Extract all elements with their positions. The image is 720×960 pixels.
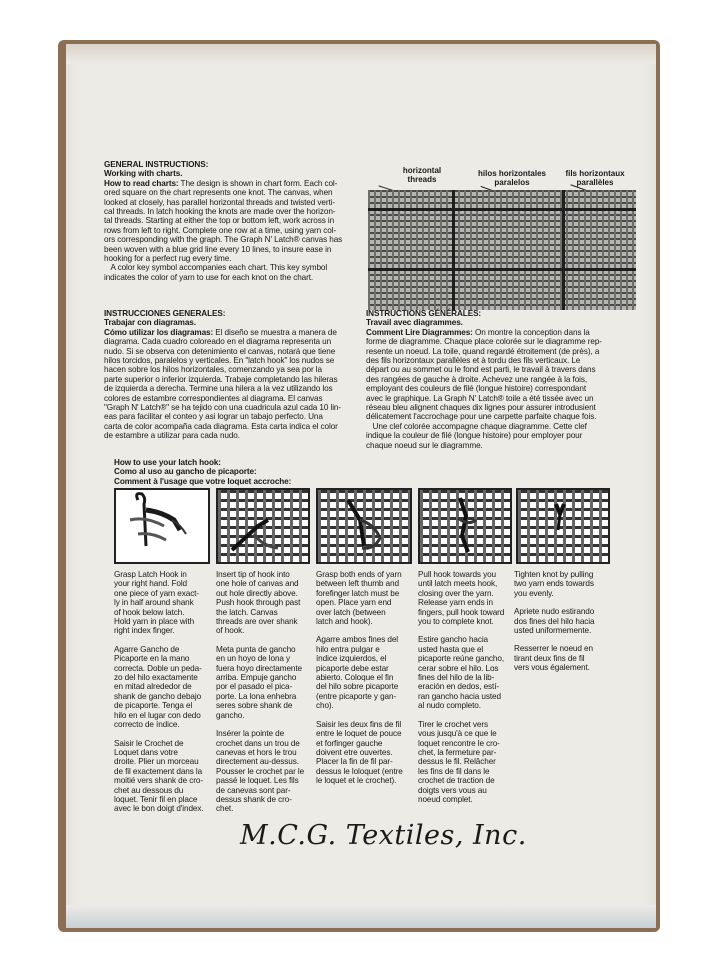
french-line: délicatement l'accrochage pour une carpette parfaite chaque fois. — [366, 412, 597, 422]
step-text-en: Grasp both ends of yarn between left thumb and forefinger latch must be open. Place yarn end over latch (between latch and hook). — [316, 570, 402, 627]
step-text-en: Tighten knot by pulling two yarn ends towards you evenly. — [514, 570, 594, 598]
spanish-line: parte superior o inferior izquierda. Trabaje completando las hileras — [104, 374, 338, 384]
step-2-text — [216, 570, 314, 814]
spanish-line: nudo. Si se observa con detenimiento el canvas, notará que tiene — [104, 346, 336, 356]
general-line: rows from left to right. Complete one row at a time, using yarn col- — [104, 225, 337, 235]
spanish-line: hilos torcidos, paralelos y verticales. En "latch hook" los nudos se — [104, 356, 335, 366]
spanish-line: de izquierda a derecha. Termine una hilera a la vez utilizando los — [104, 384, 333, 394]
spanish-subheading: Trabajar con diagramas. — [104, 318, 196, 328]
general-instructions — [104, 160, 374, 282]
general-heading: GENERAL INSTRUCTIONS: — [104, 160, 209, 169]
step-4-illustration — [418, 488, 512, 564]
general-subheading: Working with charts. — [104, 169, 183, 179]
box-bottom-fold — [66, 905, 656, 928]
general-line: looked at closely, has parallel horizontal threads and twisted verti- — [104, 197, 335, 207]
french-line: départ ou au sommet ou le fond est parti, le travail à travers dans — [366, 365, 596, 375]
spanish-heading: INSTRUCCIONES GENERALES: — [104, 309, 226, 318]
step-text-fr: Tirer le crochet vers vous jusqu'à ce que le loquet rencontre le cro- chet, la fermeture par- dessus le fil. Relâcher les fins de fil dans le crochet de traction de doigts vers vous au noeud complet. — [418, 719, 500, 804]
general-line: indicates the color of yarn to use for each knot on the chart. — [104, 272, 314, 282]
spanish-body — [104, 328, 374, 441]
spanish-line: carta de color acompaña cada diagrama. Esta carta indica el color — [104, 421, 338, 431]
spanish-line: Cómo utilizar los diagramas: El diseño se muestra a manera de — [104, 327, 337, 337]
general-body — [104, 179, 374, 282]
step-text-es: Agarre ambos fines del hilo entra pulgar e índice izquierdos, el picaporte debe estar abierto. Coloque el fin del hilo sobre picaporte (entre picaporte y gan- cho). — [316, 635, 399, 711]
label-threads-fr: fils horizontaux parallèles — [565, 169, 625, 187]
french-body — [366, 328, 646, 450]
step-5-illustration — [516, 488, 610, 564]
french-subheading: Travail avec diagrammes. — [366, 318, 463, 328]
step-text-fr: Saisir le Crochet de Loquet dans votre droite. Plier un morceau de fil exactement dans la moitié vers shank de cro- chet au dessous du loquet. Tenir fil en place avec le bon doigt d'index. — [114, 738, 204, 814]
step-2-illustration — [216, 488, 310, 564]
general-line: cal threads. In latch hooking the knots are made over the horizon- — [104, 207, 336, 217]
french-line: resente un noeud. La toile, quand regardé étroitement (de près), a — [366, 346, 600, 356]
spanish-instructions — [104, 309, 374, 441]
canvas-threads-photo — [368, 190, 636, 310]
step-5-text — [514, 570, 614, 673]
french-line: Comment Lire Diagrammes: On montre la conception dans la — [366, 327, 590, 337]
step-3-text — [316, 570, 416, 786]
box-top-fold — [66, 44, 656, 64]
step-text-en: Insert tip of hook into one hole of canvas and out hole directly above. Push hook through past the latch. Canvas threads are over shank of hook. — [216, 570, 301, 636]
step-text-en: Grasp Latch Hook in your right hand. Fold one piece of yarn exact- ly in half around shank of hook below latch. Hold yarn in place with right index finger. — [114, 570, 199, 636]
french-line: Une clef colorée accompagne chaque diagramme. Cette clef — [366, 421, 587, 431]
spanish-line: de estambre a utilizar para cada nudo. — [104, 431, 240, 441]
step-text-es: Meta punta de gancho en un hoyo de lona y fuera hoyo directamente arriba. Empuje gancho por el pasado el pica- porte. La lona enhebra seres sobre shank de gancho. — [216, 644, 302, 720]
step-text-es: Agarre Gancho de Picaporte en la mano correcta. Doble un peda- zo del hilo exactamente en mitad alrededor de shank de gancho debajo de picaporte. Tenga el hilo en el lugar con dedo correcto de índice. — [114, 644, 202, 730]
step-4-text — [418, 570, 516, 804]
french-line: forme de diagramme. Chaque place colorée sur le diagramme rep- — [366, 337, 602, 347]
french-line: chaque noeud sur le diagramme. — [366, 440, 483, 450]
step-text-en: Pull hook towards you until latch meets hook, closing over the yarn. Release yarn ends in fingers, pull hook toward you to complete knot. — [418, 570, 505, 627]
general-line: hooking for a perfect rug every time. — [104, 254, 232, 264]
general-line: A color key symbol accompanies each chart. This key symbol — [104, 263, 328, 273]
general-line: been woven with a blue grid line every 10 lines, to insure ease in — [104, 244, 332, 254]
label-threads-es: hilos horizontales paralelos — [477, 169, 546, 187]
spanish-line: hacen sobre los hilos horizontales, comenzando ya sea por la — [104, 365, 322, 375]
french-heading: INSTRUCTIONS GÉNÉRALES: — [366, 309, 482, 318]
french-instructions — [366, 309, 646, 450]
general-line: tal threads. Starting at either the top or bottom left, work across in — [104, 216, 335, 226]
spanish-line: eas para facilitar el conteo y asi lograr un tabajo perfecto. Una — [104, 412, 323, 422]
step-3-illustration — [316, 488, 412, 564]
french-line: avec le graphique. La Graph N' Latch® toile a été tissée avec un — [366, 393, 594, 403]
step-text-es: Estire gancho hacia usted hasta que el picaporte reúne gancho, cerar sobre el hilo. Los fines del hilo de la lib- eración en dedos, estí- ran gancho hacia usted al nudo completo. — [418, 635, 505, 711]
step-1-text — [114, 570, 214, 814]
french-line: employant des couleurs de filé (longue histoire) correspondant — [366, 384, 586, 394]
step-text-fr: Insérer la pointe de crochet dans un trou de canevas et hors le trou directement au-dessus. Pousser le crochet par le passé le loquet. Les fils de canevas sont par- dessus shank de cro- chet. — [216, 729, 305, 814]
step-text-es: Apriete nudo estirando dos fines del hilo hacia usted uniformemente. — [514, 607, 595, 636]
step-1-illustration — [114, 488, 210, 564]
french-line: réseau bleu alignent chaques dix lignes pour assurer introdusient — [366, 403, 596, 413]
step-text-fr: Resserrer le noeud en tirant deux fins de fil vers vous également. — [514, 644, 593, 673]
spanish-line: "Graph N' Latch®" se ha tejido con una cuadricula azul cada 10 lin- — [104, 403, 342, 413]
general-line: ored square on the chart represents one knot. The canvas, when — [104, 188, 333, 198]
general-line: How to read charts: The design is shown in chart form. Each col- — [104, 178, 338, 188]
brand-logo: M.C.G. Textiles, Inc. — [240, 820, 527, 851]
french-line: indique la couleur de filé (longue histoire) pour employer pour — [366, 431, 583, 441]
step-text-fr: Saisir les deux fins de fil entre le loquet de pouce et forfinger gauche doivent etre ouvertes. Placer la fin de fil par- dessus le loloquet (entre le loquet et le crochet). — [316, 719, 403, 786]
latch-hook-heading: How to use your latch hook: Como al uso au gancho de picaporte: Comment à l'usage que votre loquet accroche: — [114, 458, 292, 486]
french-line: des fils horizontaux parallèles et à tordu des fils verticaux. Le — [366, 356, 581, 366]
french-line: des rangées de gauche à droite. Achevez une rangée à la fois, — [366, 374, 588, 384]
spanish-line: colores de estambre correspondientes al diagrama. El canvas — [104, 393, 323, 403]
label-threads-en: horizontal threads — [402, 166, 442, 184]
spanish-line: diagrama. Cada cuadro coloreado en el diagrama representa un — [104, 337, 332, 347]
general-line: ors corresponding with the graph. The Graph N' Latch® canvas has — [104, 235, 343, 245]
